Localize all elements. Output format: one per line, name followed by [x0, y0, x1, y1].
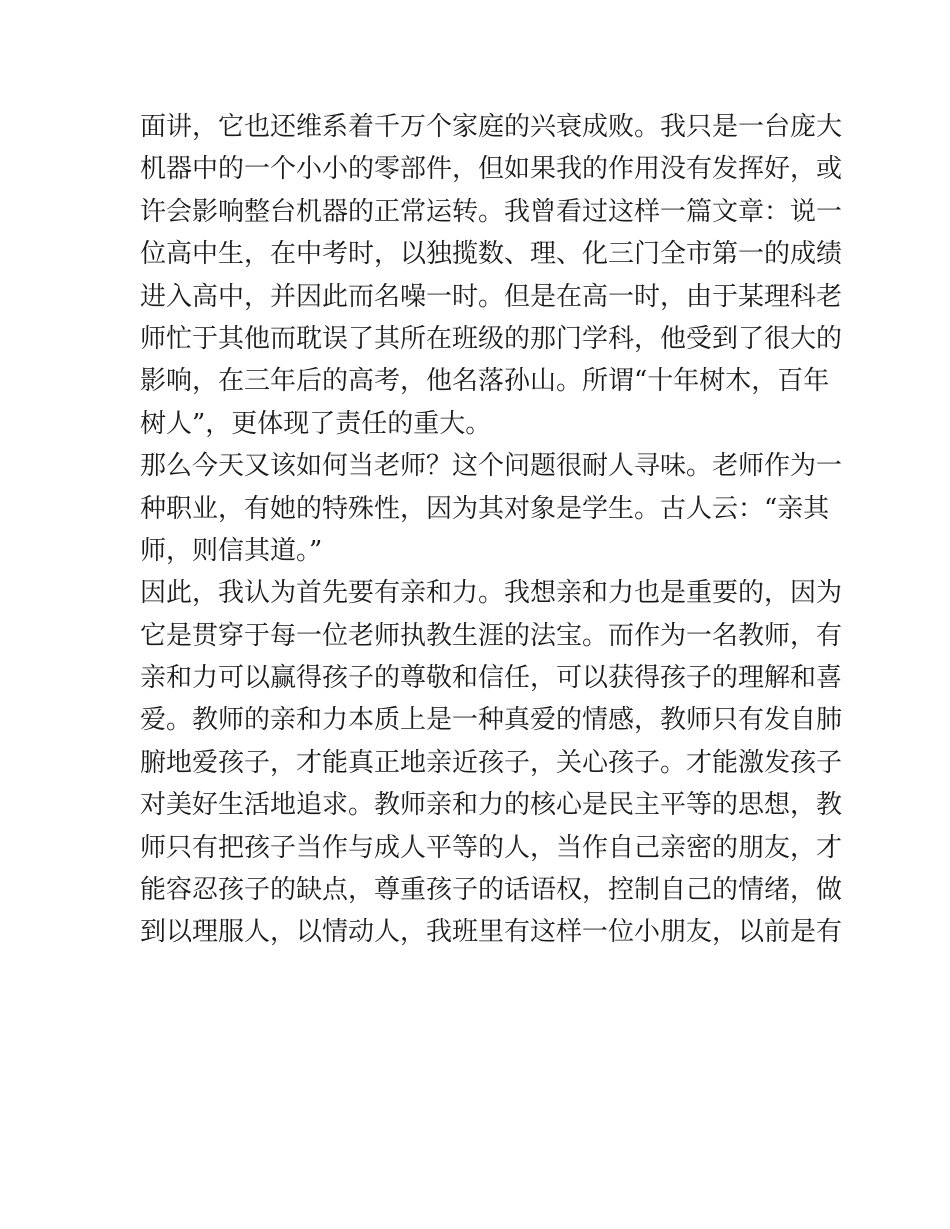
paragraph-3: [140, 572, 843, 996]
text-line: 师只有把孩子当作与成人平等的人，当作自己亲密的朋友，才: [140, 832, 843, 863]
text-line: 师忙于其他而耽误了其所在班级的那门学科，他受到了很大的: [140, 323, 843, 354]
text-line: 位高中生，在中考时，以独揽数、理、化三门全市第一的成绩: [140, 239, 843, 270]
text-line: [140, 954, 812, 996]
text-line: 影响，在三年后的高考，他名落孙山。所谓“十年树木，百年: [140, 366, 830, 397]
text-line: 机器中的一个小小的零部件，但如果我的作用没有发挥好，或: [140, 154, 843, 185]
text-line: 爱。教师的亲和力本质上是一种真爱的情感，教师只有发自肺: [140, 705, 843, 736]
text-line: 那么今天又该如何当老师？这个问题很耐人寻味。老师作为一: [140, 451, 843, 482]
paragraph-1: [140, 106, 843, 445]
text-line: 它是贯穿于每一位老师执教生涯的法宝。而作为一名教师，有: [140, 620, 843, 651]
text-line: 能容忍孩子的缺点，尊重孩子的话语权，控制自己的情绪，做: [140, 875, 843, 906]
text-line: 亲和力可以赢得孩子的尊敬和信任，可以获得孩子的理解和喜: [140, 663, 843, 694]
text-line: 许会影响整台机器的正常运转。我曾看过这样一篇文章：说一: [140, 196, 843, 227]
text-line: 树人”，更体现了责任的重大。: [140, 408, 492, 439]
text-line: 到以理服人，以情动人，我班里有这样一位小朋友，以前是有: [140, 917, 843, 948]
text-line: 进入高中，并因此而名噪一时。但是在高一时，由于某理科老: [140, 281, 843, 312]
text-line: 师，则信其道。”: [140, 535, 323, 566]
text-line: 腑地爱孩子，才能真正地亲近孩子，关心孩子。才能激发孩子: [140, 747, 843, 778]
paragraph-2: [140, 445, 843, 572]
text-line: 因此，我认为首先要有亲和力。我想亲和力也是重要的，因为: [140, 578, 843, 609]
text-line: 面讲，它也还维系着千万个家庭的兴衰成败。我只是一台庞大: [140, 112, 843, 142]
text-line: 对美好生活地追求。教师亲和力的核心是民主平等的思想，教: [140, 790, 843, 821]
text-line: 种职业，有她的特殊性，因为其对象是学生。古人云：“亲其: [140, 493, 830, 524]
document-body: [140, 106, 843, 996]
